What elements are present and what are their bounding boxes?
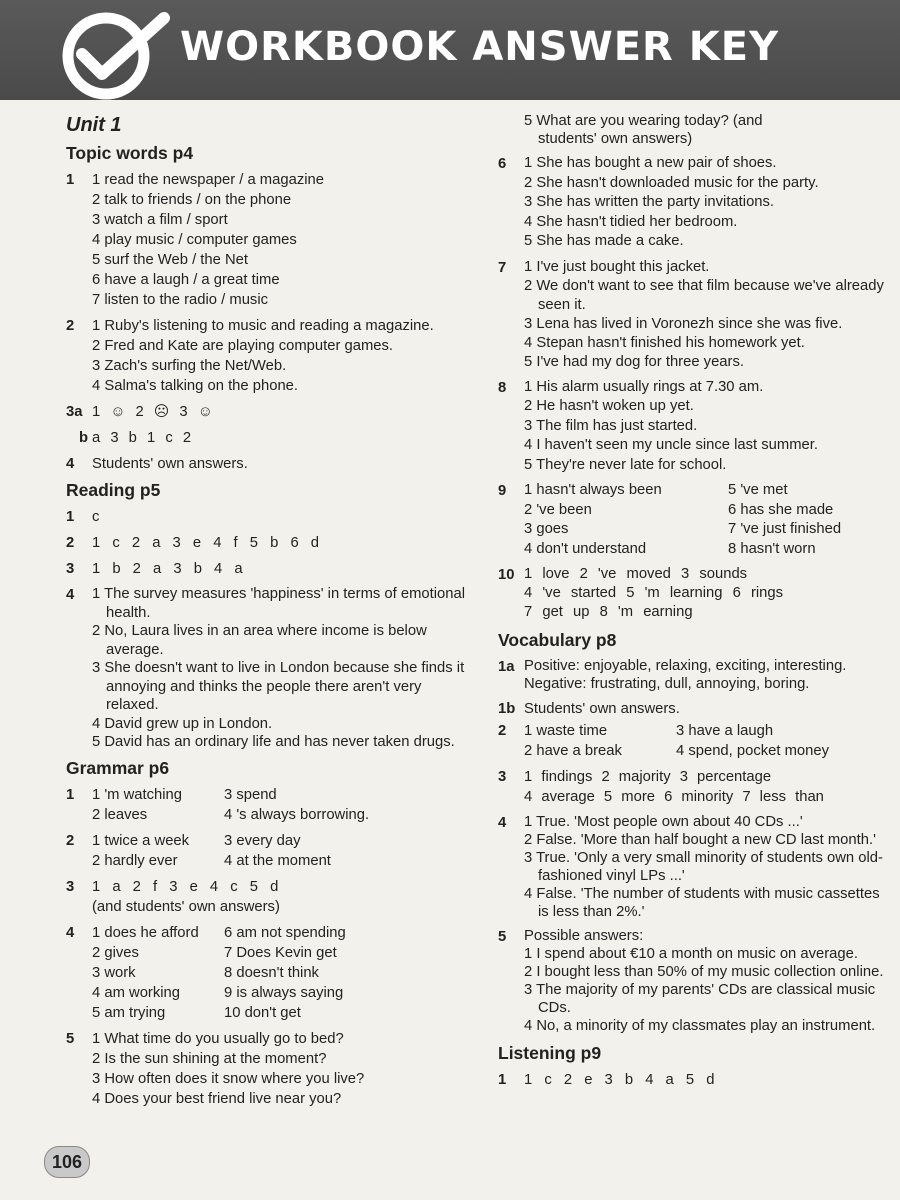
answer-line: 7 get up 8 'm earning: [524, 604, 693, 620]
answer-item: 1 does he afford: [92, 924, 199, 941]
answer-item: 3 The film has just started.: [524, 417, 698, 434]
answer-line: 1 b 2 a 3 b 4 a: [92, 561, 243, 577]
answer-item: 2 We don't want to see that film because we've already seen it.: [524, 277, 884, 313]
answer-item: 5 've met: [728, 482, 788, 498]
exercise-number: 1: [498, 1072, 507, 1088]
answer-item: 1 She has bought a new pair of shoes.: [524, 155, 777, 171]
exercise: [498, 154, 888, 252]
exercise-number: 3: [66, 878, 75, 895]
answer-item: 1 True. 'Most people own about 40 CDs ...': [524, 814, 803, 830]
exercise: [498, 657, 888, 693]
answer-line: 1 a 2 f 3 e 4 c 5 d: [92, 878, 279, 895]
answer-line: 4 average 5 more 6 minority 7 less than: [524, 789, 824, 805]
exercise-number: 4: [498, 815, 507, 831]
answer-item: 3 every day: [224, 832, 301, 849]
answer-intro: Possible answers:: [524, 928, 644, 944]
exercise: [498, 927, 888, 1035]
answer-item: 8 doesn't think: [224, 964, 319, 981]
answer-line: a 3 b 1 c 2: [92, 430, 192, 446]
exercise: [498, 721, 888, 761]
exercise: [66, 533, 476, 553]
exercise-number: 4: [66, 924, 75, 941]
answer-item: 3 The majority of my parents' CDs are classical music CDs.: [524, 982, 876, 1016]
answer-item: 7 Does Kevin get: [224, 944, 337, 961]
answer-item: 3 Lena has lived in Voronezh since she was five.: [524, 315, 843, 332]
checkmark-logo-icon: [60, 8, 170, 100]
answer-item: 3 watch a film / sport: [92, 212, 228, 228]
exercise: [498, 1070, 888, 1090]
answer-item: 4 I haven't seen my uncle since last summer.: [524, 437, 818, 453]
exercise-number: 2: [498, 723, 507, 739]
answer-item: 1 'm watching: [92, 786, 183, 803]
exercise: [66, 831, 476, 871]
exercise-number: b: [78, 430, 88, 446]
answer-line: (and students' own answers): [92, 898, 280, 915]
answer-item: 6 am not spending: [224, 924, 346, 941]
exercise: [524, 112, 764, 148]
answer-item: 6 has she made: [728, 501, 834, 518]
section-title-reading: Reading p5: [66, 480, 161, 500]
answer-item: 3 have a laugh: [676, 723, 774, 739]
exercise-number: 1: [66, 172, 75, 188]
exercise-number: 3a: [66, 404, 83, 420]
exercise-number: 1: [66, 509, 75, 525]
exercise-number: 3: [66, 561, 75, 577]
exercise-number: 8: [498, 379, 507, 396]
answer-line: 1 findings 2 majority 3 percentage: [524, 769, 772, 785]
answer-line: 4 've started 5 'm learning 6 rings: [524, 585, 784, 601]
answer-line: 1 love 2 've moved 3 sounds: [524, 566, 748, 582]
answer-item: 2 leaves: [92, 806, 148, 823]
exercise: [66, 923, 476, 1023]
answer-item: 4 play music / computer games: [92, 232, 297, 248]
answer-item: 1 read the newspaper / a magazine: [92, 172, 324, 188]
answer-item: 4 Does your best friend live near you?: [92, 1090, 342, 1107]
answer-item: 3 How often does it snow where you live?: [92, 1070, 365, 1087]
exercise-number: 7: [498, 259, 507, 276]
answer-item: 4 David grew up in London.: [92, 715, 273, 732]
answer-item: 2 Is the sun shining at the moment?: [92, 1050, 327, 1067]
answer-item: 3 work: [92, 964, 136, 981]
answer-item: 2 She hasn't downloaded music for the party.: [524, 174, 819, 191]
right-column: [498, 112, 888, 1096]
answer-item: 1 twice a week: [92, 832, 190, 849]
answer-item: 4 don't understand: [524, 540, 647, 557]
exercise-number: 2: [66, 832, 75, 849]
answer-item: 1 The survey measures 'happiness' in terms of emotional health.: [92, 586, 466, 621]
answer-line: 1 c 2 e 3 b 4 a 5 d: [524, 1072, 715, 1088]
answer-item: 6 have a laugh / a great time: [92, 272, 280, 288]
exercise-number: 4: [66, 587, 75, 603]
section-title-vocabulary: Vocabulary p8: [498, 630, 617, 650]
exercise: [498, 699, 888, 719]
section-title-grammar: Grammar p6: [66, 757, 170, 778]
exercise: [66, 585, 476, 752]
answer-line: 1 c 2 a 3 e 4 f 5 b 6 d: [92, 535, 320, 551]
answer-item: 3 She has written the party invitations.: [524, 194, 775, 210]
answer-item: 4 She hasn't tidied her bedroom.: [524, 213, 738, 230]
answer-item: 9 is always saying: [224, 984, 344, 1001]
answer-item: 5 She has made a cake.: [524, 233, 684, 249]
answer-item: 3 True. 'Only a very small minority of students own old-fashioned vinyl LPs ...': [524, 850, 883, 884]
answer-item: 2 talk to friends / on the phone: [92, 192, 292, 208]
left-column: [66, 112, 476, 1115]
answer-item: Positive: enjoyable, relaxing, exciting, interesting.: [524, 658, 847, 674]
exercise-number: 4: [66, 456, 75, 472]
answer-item: 3 goes: [524, 521, 569, 537]
exercise: [66, 402, 476, 422]
answer-item: 2 've been: [524, 501, 592, 518]
answer-item: 7 listen to the radio / music: [92, 292, 269, 308]
answer-item: 4 No, a minority of my classmates play an instrument.: [524, 1018, 876, 1034]
page-number: 106: [44, 1146, 90, 1178]
exercise-number: 5: [66, 1030, 75, 1047]
answer-line: c: [92, 509, 100, 525]
answer-item: 8 hasn't worn: [728, 540, 816, 557]
answer-item: 4 Stepan hasn't finished his homework yet.: [524, 334, 805, 351]
exercise: [66, 454, 476, 474]
answer-line: 1 ☺ 2 ☹ 3 ☺: [92, 404, 213, 420]
answer-item: 2 No, Laura lives in an area where income is below average.: [92, 623, 427, 658]
answer-item: 5 What are you wearing today? (and students' own answers): [524, 113, 763, 147]
exercise: [498, 378, 888, 476]
exercise-number: 5: [498, 929, 507, 945]
answer-item: 4 False. 'The number of students with music cassettes is less than 2%.': [524, 886, 880, 920]
answer-item: 2 have a break: [524, 743, 622, 759]
answer-item: 3 She doesn't want to live in London because she finds it annoying and thinks the people there aren't very relaxed.: [92, 660, 465, 713]
answer-item: 4 spend, pocket money: [676, 743, 829, 759]
exercise: [498, 767, 888, 807]
exercise: [498, 813, 888, 921]
exercise: [498, 481, 888, 559]
exercise: [498, 258, 888, 372]
section-title-listening: Listening p9: [498, 1043, 602, 1063]
exercise: [66, 559, 476, 579]
answer-item: 1 waste time: [524, 723, 608, 739]
answer-item: 5 I've had my dog for three years.: [524, 353, 744, 370]
answer-item: 1 I spend about €10 a month on music on average.: [524, 946, 858, 962]
exercise-number: 1a: [498, 659, 515, 675]
answer-item: 10 don't get: [224, 1004, 301, 1021]
exercise-number: 1: [66, 786, 75, 803]
exercise: [66, 507, 476, 527]
exercise-number: 2: [66, 535, 75, 551]
section-title-topic-words: Topic words p4: [66, 143, 194, 163]
unit-title: Unit 1: [66, 114, 122, 136]
exercise-number: 1b: [498, 701, 516, 717]
answer-item: 4 's always borrowing.: [224, 806, 370, 823]
exercise: [66, 428, 476, 448]
answer-item: 4 at the moment: [224, 852, 331, 869]
header-banner: [0, 0, 900, 100]
answer-item: 5 am trying: [92, 1004, 166, 1021]
answer-item: 3 spend: [224, 786, 277, 803]
answer-line: Students' own answers.: [92, 456, 248, 472]
answer-item: 5 They're never late for school.: [524, 456, 727, 473]
exercise: [66, 785, 476, 825]
answer-item: 7 've just finished: [728, 521, 842, 537]
answer-line: Students' own answers.: [524, 701, 680, 717]
exercise: [66, 1029, 476, 1109]
answer-item: 1 hasn't always been: [524, 482, 662, 498]
page-title: WORKBOOK ANSWER KEY: [180, 24, 780, 70]
answer-item: 4 Salma's talking on the phone.: [92, 378, 299, 394]
exercise-number: 6: [498, 156, 507, 172]
answer-item: Negative: frustrating, dull, annoying, boring.: [524, 676, 810, 692]
exercise: [66, 316, 476, 396]
answer-item: 2 False. 'More than half bought a new CD last month.': [524, 832, 876, 848]
answer-item: 1 What time do you usually go to bed?: [92, 1030, 344, 1047]
answer-item: 1 His alarm usually rings at 7.30 am.: [524, 378, 764, 395]
answer-item: 2 Fred and Kate are playing computer games.: [92, 338, 394, 354]
answer-item: 3 Zach's surfing the Net/Web.: [92, 358, 287, 374]
exercise-number: 3: [498, 769, 507, 785]
exercise-number: 10: [498, 567, 515, 583]
exercise: [66, 170, 476, 310]
answer-item: 2 hardly ever: [92, 852, 178, 869]
answer-item: 4 am working: [92, 984, 180, 1001]
exercise-number: 9: [498, 483, 507, 499]
answer-item: 5 David has an ordinary life and has never taken drugs.: [92, 734, 455, 750]
answer-item: 5 surf the Web / the Net: [92, 252, 248, 268]
answer-item: 2 I bought less than 50% of my music collection online.: [524, 964, 884, 980]
exercise: [66, 877, 476, 917]
answer-item: 2 He hasn't woken up yet.: [524, 398, 694, 414]
answer-item: 1 Ruby's listening to music and reading a magazine.: [92, 318, 434, 334]
exercise: [498, 565, 888, 622]
exercise-number: 2: [66, 318, 75, 334]
answer-item: 2 gives: [92, 944, 139, 961]
answer-item: 1 I've just bought this jacket.: [524, 258, 710, 275]
